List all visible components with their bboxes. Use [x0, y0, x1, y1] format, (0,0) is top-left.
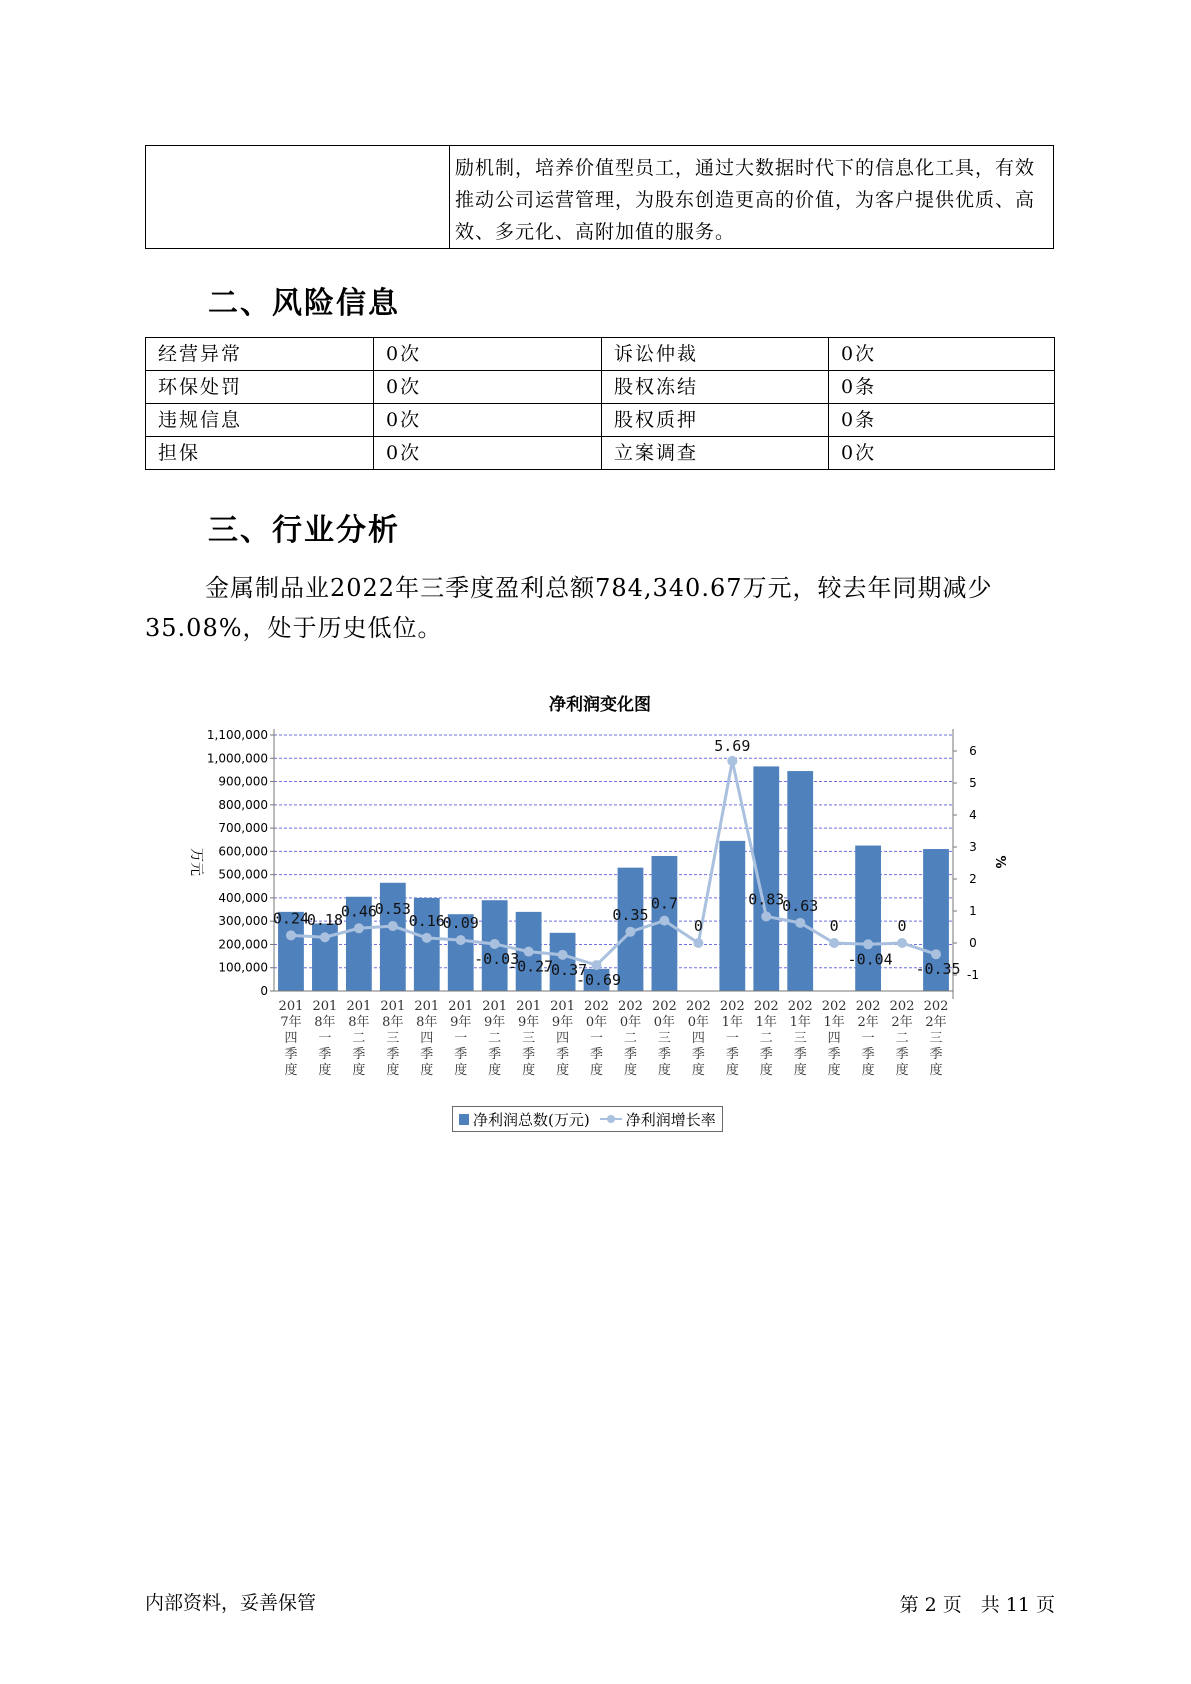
chart-legend	[452, 1106, 723, 1132]
data-label: 0.7	[650, 894, 678, 913]
data-label: 5.69	[714, 736, 751, 755]
risk-value: 0次	[829, 437, 1055, 470]
data-label: 0	[897, 917, 907, 935]
data-label: -0.04	[847, 950, 893, 969]
y2-axis-label: %	[992, 855, 1007, 869]
growth-point	[761, 911, 771, 921]
y-tick-label: 1,000,000	[206, 751, 268, 766]
data-label: -0.69	[575, 971, 622, 990]
growth-point	[354, 923, 364, 933]
data-label: 0.46	[340, 902, 377, 921]
y-tick-label: 900,000	[218, 774, 268, 789]
risk-value: 0次	[374, 404, 602, 437]
risk-value: 0次	[829, 338, 1055, 371]
x-tick-label: 201 8年一季度	[312, 999, 338, 1078]
data-label: 0.83	[748, 890, 785, 909]
data-label: 0.35	[612, 905, 649, 924]
data-label: -0.27	[508, 957, 554, 976]
data-label: -0.35	[915, 960, 961, 979]
growth-point	[422, 933, 432, 943]
growth-point	[727, 756, 737, 766]
data-label: 0.18	[306, 911, 343, 930]
y-tick-label: 300,000	[218, 914, 268, 929]
x-tick-label: 202 0年四季度	[685, 999, 711, 1078]
growth-point	[897, 938, 907, 948]
x-tick-label: 201 9年一季度	[448, 999, 474, 1078]
legend-line-swatch	[600, 1113, 622, 1125]
x-tick-label: 202 0年二季度	[618, 999, 643, 1078]
footer-page-number: 第 2 页 共 11 页	[899, 1594, 1055, 1616]
chart-title: 净利润变化图	[549, 695, 651, 715]
growth-point	[456, 935, 466, 945]
bar	[719, 841, 745, 991]
x-tick-label: 202 1年二季度	[753, 999, 779, 1078]
y2-tick-label: -1	[967, 968, 979, 982]
y2-tick-label: 2	[969, 872, 977, 886]
y-tick-label: 600,000	[218, 844, 268, 859]
data-label: 0	[693, 917, 703, 935]
y-axis-label: 万元	[188, 848, 204, 876]
risk-key: 股权质押	[602, 404, 829, 437]
industry-paragraph: 金属制品业2022年三季度盈利总额784,340.67万元，较去年同期减少35.08%，处于历史低位。	[145, 574, 993, 642]
y2-tick-label: 5	[969, 776, 977, 790]
data-label: 0.63	[782, 896, 819, 915]
y-tick-label: 400,000	[218, 890, 268, 905]
growth-point	[524, 947, 534, 957]
x-tick-label: 202 1年三季度	[787, 999, 813, 1078]
data-label: 0	[829, 917, 839, 935]
risk-value: 0次	[374, 338, 602, 371]
growth-point	[490, 939, 500, 949]
risk-key: 环保处罚	[146, 371, 374, 404]
x-tick-label: 201 9年四季度	[550, 999, 575, 1078]
x-tick-label: 201 8年二季度	[346, 999, 372, 1078]
risk-value: 0条	[829, 371, 1055, 404]
growth-point	[592, 960, 602, 970]
legend-bar-label: 净利润总数(万元)	[473, 1110, 590, 1129]
y-tick-label: 500,000	[218, 867, 268, 882]
y-tick-label: 100,000	[218, 960, 268, 975]
risk-key: 股权冻结	[602, 371, 829, 404]
legend-bar-swatch	[459, 1114, 469, 1125]
growth-point	[388, 921, 398, 931]
y-tick-label: 0	[260, 984, 268, 998]
risk-key: 诉讼仲裁	[602, 338, 829, 371]
growth-point	[863, 939, 873, 949]
risk-key: 担保	[146, 437, 374, 470]
x-tick-label: 202 0年三季度	[652, 999, 677, 1078]
growth-point	[625, 927, 635, 937]
x-tick-label: 202 0年一季度	[584, 999, 609, 1078]
growth-point	[558, 950, 568, 960]
section-title-risk: 二、风险信息	[208, 286, 400, 321]
legend-line-label: 净利润增长率	[625, 1110, 716, 1129]
risk-value: 0次	[374, 437, 602, 470]
x-tick-label: 201 7年四季度	[278, 999, 304, 1078]
x-tick-label: 202 2年一季度	[855, 999, 881, 1078]
risk-key: 违规信息	[146, 404, 374, 437]
growth-point	[320, 932, 330, 942]
x-tick-label: 201 8年三季度	[380, 999, 406, 1078]
growth-point	[829, 938, 839, 948]
risk-value: 0次	[374, 371, 602, 404]
risk-key: 立案调查	[602, 437, 829, 470]
y-tick-label: 700,000	[218, 821, 268, 836]
data-label: -0.03	[474, 949, 520, 968]
y2-tick-label: 3	[969, 840, 977, 854]
growth-point	[693, 938, 703, 948]
x-tick-label: 201 9年二季度	[482, 999, 508, 1078]
y2-tick-label: 6	[969, 744, 977, 758]
bar	[855, 846, 881, 991]
data-label: 0.53	[374, 900, 411, 919]
x-tick-label: 202 1年一季度	[719, 999, 745, 1078]
y2-tick-label: 0	[969, 936, 977, 950]
x-tick-label: 201 8年四季度	[414, 999, 440, 1078]
section-title-industry: 三、行业分析	[208, 513, 400, 548]
footer-confidential: 内部资料，妥善保管	[145, 1592, 317, 1614]
bar	[787, 771, 813, 991]
y-tick-label: 1,100,000	[206, 728, 268, 742]
x-tick-label: 202 2年二季度	[889, 999, 915, 1078]
y-tick-label: 200,000	[218, 937, 268, 952]
x-tick-label: 202 2年三季度	[923, 999, 949, 1078]
x-tick-label: 201 9年三季度	[516, 999, 542, 1078]
intro-table-text: 励机制，培养价值型员工，通过大数据时代下的信息化工具，有效推动公司运营管理，为股东创造更高的价值，为客户提供优质、高效、多元化、高附加值的服务。	[450, 146, 1054, 249]
y2-tick-label: 1	[969, 904, 977, 918]
data-label: -0.37	[541, 960, 588, 979]
bar	[380, 883, 406, 991]
y-tick-label: 800,000	[218, 797, 268, 812]
x-tick-label: 202 1年四季度	[821, 999, 847, 1078]
data-label: 0.16	[408, 911, 445, 930]
y2-tick-label: 4	[969, 808, 977, 822]
growth-point	[286, 930, 296, 940]
data-label: 0.24	[272, 909, 310, 928]
risk-value: 0条	[829, 404, 1055, 437]
data-label: 0.09	[442, 914, 479, 933]
growth-point	[931, 949, 941, 959]
risk-key: 经营异常	[146, 338, 374, 371]
growth-point	[795, 918, 805, 928]
growth-point	[659, 916, 669, 926]
